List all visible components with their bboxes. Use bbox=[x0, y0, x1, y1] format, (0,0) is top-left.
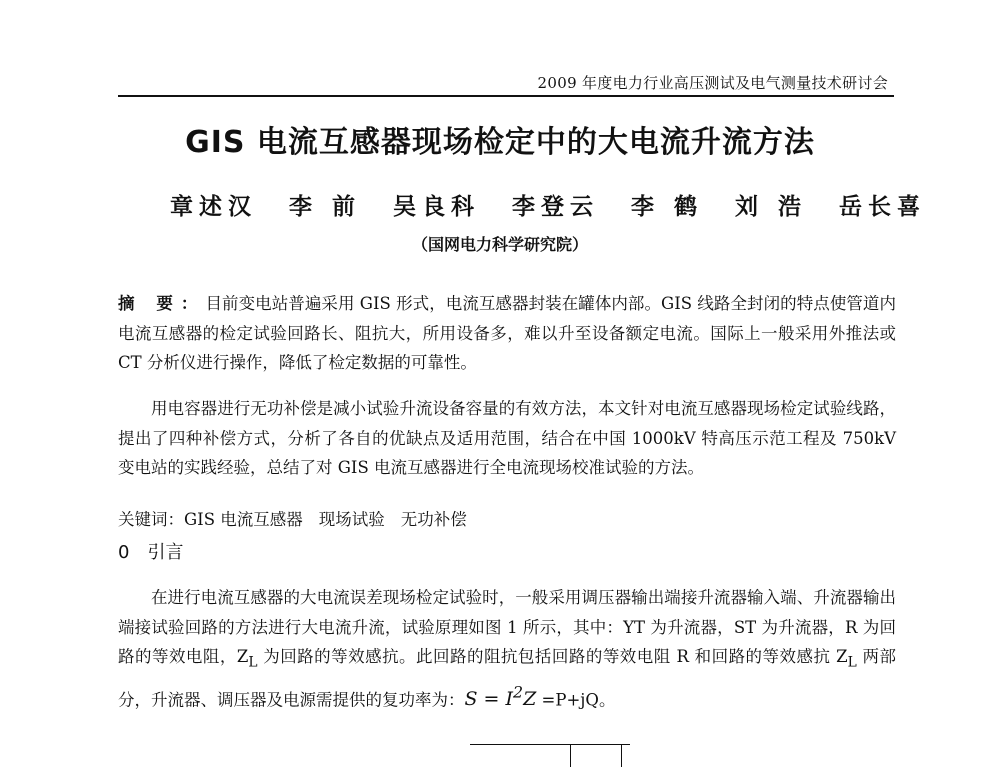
figure-1-top-edge bbox=[470, 744, 630, 763]
author: 岳长喜 bbox=[839, 193, 927, 220]
subscript: L bbox=[847, 654, 857, 671]
author: 李 鹤 bbox=[631, 193, 704, 220]
paper-title: GIS 电流互感器现场检定中的大电流升流方法 bbox=[185, 125, 815, 160]
author: 吴良科 bbox=[393, 193, 481, 220]
author: 李 前 bbox=[289, 193, 362, 220]
figure-box-edge bbox=[570, 744, 622, 767]
formula-tail: =P+jQ。 bbox=[536, 690, 616, 710]
conference-name: 2009 年度电力行业高压测试及电气测量技术研讨会 bbox=[537, 74, 888, 92]
subscript: L bbox=[248, 654, 258, 671]
body-paragraph bbox=[118, 583, 896, 715]
author: 章述汉 bbox=[170, 193, 257, 220]
author: 李登云 bbox=[512, 193, 600, 220]
section-heading bbox=[118, 538, 183, 564]
author: 刘 浩 bbox=[735, 193, 808, 220]
keywords bbox=[118, 505, 896, 535]
abstract-paragraph-2: 用电容器进行无功补偿是减小试验升流设备容量的有效方法，本文针对电流互感器现场检定试验线路，提出了四种补偿方式，分析了各自的优缺点及适用范围，结合在中国 1000kV 特高压示范工程及 750kV 变电站的实践经验，总结了对 GIS 电流互感器进行全电流现场校准试验的方法。 bbox=[118, 399, 896, 477]
power-formula: $S = I^2Z$ bbox=[464, 682, 537, 711]
author-list bbox=[170, 188, 927, 221]
abstract-text-1: 目前变电站普遍采用 GIS 形式，电流互感器封装在罐体内部。GIS 线路全封闭的特点使管道内电流互感器的检定试验回路长、阻抗大，所用设备多，难以升至设备额定电流。国际上一般采用外推法或 CT 分析仪进行操作，降低了检定数据的可靠性。 bbox=[118, 294, 896, 372]
keyword: 无功补偿 bbox=[400, 510, 467, 529]
abstract-paragraph-1 bbox=[118, 289, 896, 378]
keywords-label: 关键词： bbox=[118, 510, 184, 529]
body-text: 两部分，升流器、调压器及电源需提供的复功率为： bbox=[118, 647, 897, 710]
keyword: 现场试验 bbox=[318, 510, 385, 529]
abstract-label: 摘 要： bbox=[118, 294, 206, 313]
body-text: 在进行电流互感器的大电流误差现场检定试验时，一般采用调压器输出端接升流器输入端、升流器输出端接试验回路的方法进行大电流升流，试验原理如图 1 所示，其中：YT 为升流器，ST 为升流器，R 为回路的等效电阻，Z bbox=[118, 588, 896, 666]
keyword: GIS 电流互感器 bbox=[184, 510, 303, 529]
running-header bbox=[118, 70, 894, 97]
body-text: 为回路的等效感抗。此回路的阻抗包括回路的等效电阻 R 和回路的等效感抗 Z bbox=[257, 647, 848, 666]
affiliation: （国网电力科学研究院） bbox=[411, 235, 588, 254]
section-title: 引言 bbox=[147, 542, 184, 563]
section-number: 0 bbox=[118, 542, 130, 563]
